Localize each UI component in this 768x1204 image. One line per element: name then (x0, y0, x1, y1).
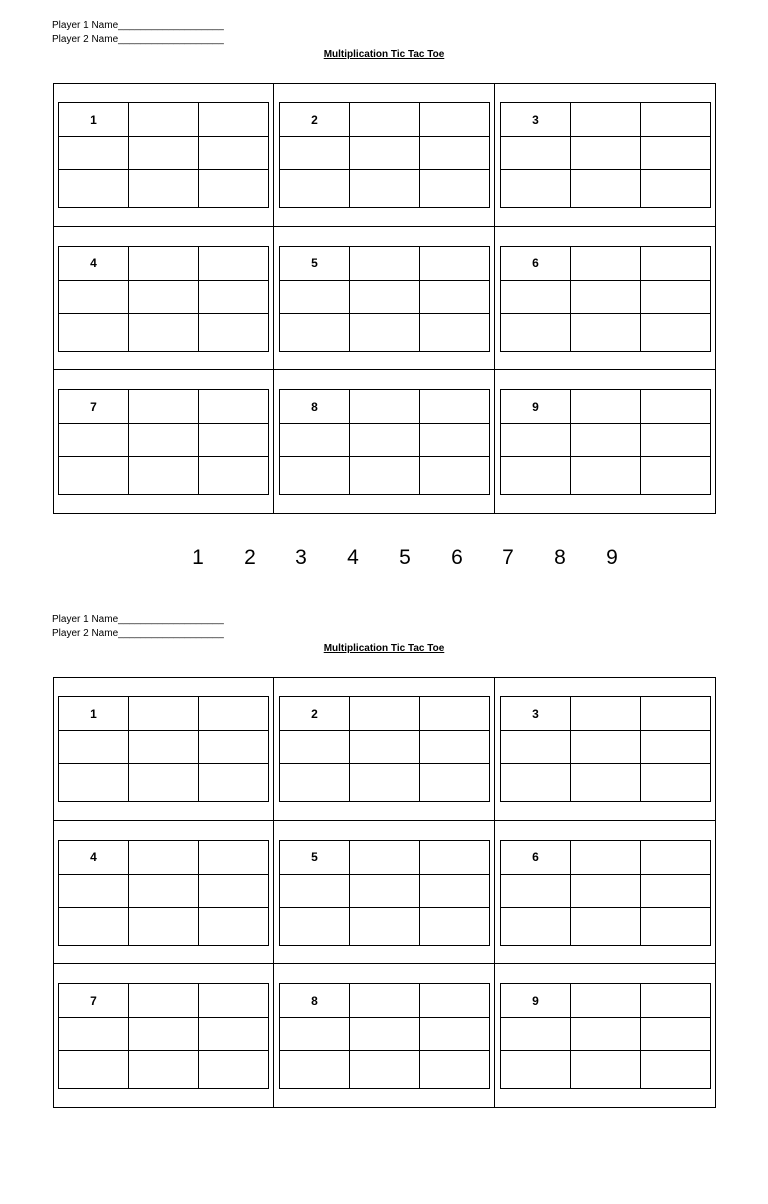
tic-tac-toe-board (279, 246, 490, 352)
tic-tac-toe-square[interactable] (571, 280, 641, 313)
tic-tac-toe-square[interactable] (350, 170, 420, 208)
tic-tac-toe-square[interactable] (280, 1051, 350, 1089)
tic-tac-toe-square[interactable] (641, 313, 711, 351)
tic-tac-toe-square[interactable] (641, 840, 711, 874)
tic-tac-toe-square[interactable] (199, 313, 269, 351)
board-number: 6 (501, 840, 571, 874)
tic-tac-toe-square[interactable] (350, 840, 420, 874)
tic-tac-toe-square[interactable] (641, 1018, 711, 1051)
tic-tac-toe-square[interactable] (571, 907, 641, 945)
tic-tac-toe-square[interactable] (571, 874, 641, 907)
tic-tac-toe-square[interactable] (129, 984, 199, 1018)
player-1-name-field[interactable]: Player 1 Name___________________ (52, 20, 224, 31)
tic-tac-toe-square[interactable] (280, 137, 350, 170)
tic-tac-toe-square[interactable] (420, 1051, 490, 1089)
tic-tac-toe-square[interactable] (501, 137, 571, 170)
tic-tac-toe-square[interactable] (571, 390, 641, 424)
board-number: 3 (501, 103, 571, 137)
tic-tac-toe-square[interactable] (420, 840, 490, 874)
tic-tac-toe-square[interactable] (641, 764, 711, 802)
tic-tac-toe-square[interactable] (350, 457, 420, 495)
tic-tac-toe-square[interactable] (280, 907, 350, 945)
player-2-name-field[interactable]: Player 2 Name___________________ (52, 34, 224, 45)
tic-tac-toe-square[interactable] (280, 280, 350, 313)
tic-tac-toe-square[interactable] (280, 1018, 350, 1051)
tic-tac-toe-square[interactable] (571, 424, 641, 457)
tic-tac-toe-square[interactable] (129, 764, 199, 802)
tic-tac-toe-square[interactable] (350, 764, 420, 802)
board-cell (53, 227, 274, 371)
tic-tac-toe-square[interactable] (129, 103, 199, 137)
board-cell (495, 370, 716, 514)
tic-tac-toe-square[interactable] (641, 874, 711, 907)
board-cell (495, 227, 716, 371)
board-cell (53, 83, 274, 227)
tic-tac-toe-square[interactable] (420, 1018, 490, 1051)
tic-tac-toe-square[interactable] (350, 907, 420, 945)
tic-tac-toe-square[interactable] (350, 424, 420, 457)
board-number: 5 (280, 840, 350, 874)
number-choice: 4 (347, 546, 359, 569)
tic-tac-toe-board (58, 102, 269, 208)
tic-tac-toe-board (58, 696, 269, 802)
tic-tac-toe-square[interactable] (129, 874, 199, 907)
tic-tac-toe-square[interactable] (571, 170, 641, 208)
tic-tac-toe-board (279, 102, 490, 208)
boards-grid (53, 677, 716, 1108)
tic-tac-toe-square[interactable] (420, 984, 490, 1018)
tic-tac-toe-square[interactable] (501, 170, 571, 208)
tic-tac-toe-square[interactable] (350, 697, 420, 731)
tic-tac-toe-square[interactable] (129, 424, 199, 457)
tic-tac-toe-square[interactable] (59, 280, 129, 313)
board-cell (53, 677, 274, 821)
tic-tac-toe-board (58, 246, 269, 352)
tic-tac-toe-square[interactable] (501, 280, 571, 313)
player-1-name-field[interactable]: Player 1 Name___________________ (52, 614, 224, 625)
board-number: 2 (280, 697, 350, 731)
board-number: 8 (280, 984, 350, 1018)
board-cell (274, 227, 495, 371)
tic-tac-toe-square[interactable] (501, 874, 571, 907)
board-number: 9 (501, 390, 571, 424)
tic-tac-toe-square[interactable] (350, 731, 420, 764)
tic-tac-toe-square[interactable] (59, 424, 129, 457)
tic-tac-toe-square[interactable] (129, 457, 199, 495)
tic-tac-toe-square[interactable] (199, 1018, 269, 1051)
tic-tac-toe-square[interactable] (501, 457, 571, 495)
board-number: 4 (59, 840, 129, 874)
tic-tac-toe-square[interactable] (129, 697, 199, 731)
tic-tac-toe-square[interactable] (129, 840, 199, 874)
tic-tac-toe-square[interactable] (199, 103, 269, 137)
tic-tac-toe-square[interactable] (199, 984, 269, 1018)
tic-tac-toe-board (279, 840, 490, 946)
board-number: 7 (59, 984, 129, 1018)
tic-tac-toe-square[interactable] (59, 457, 129, 495)
tic-tac-toe-board (500, 696, 711, 802)
tic-tac-toe-square[interactable] (641, 390, 711, 424)
tic-tac-toe-square[interactable] (641, 424, 711, 457)
tic-tac-toe-square[interactable] (350, 874, 420, 907)
tic-tac-toe-square[interactable] (571, 137, 641, 170)
board-number: 2 (280, 103, 350, 137)
tic-tac-toe-square[interactable] (420, 764, 490, 802)
tic-tac-toe-square[interactable] (280, 424, 350, 457)
tic-tac-toe-square[interactable] (59, 1051, 129, 1089)
board-cell (495, 677, 716, 821)
tic-tac-toe-board (58, 840, 269, 946)
board-cell (274, 821, 495, 965)
board-cell (274, 370, 495, 514)
board-cell (53, 821, 274, 965)
tic-tac-toe-square[interactable] (280, 874, 350, 907)
tic-tac-toe-square[interactable] (641, 137, 711, 170)
tic-tac-toe-square[interactable] (350, 280, 420, 313)
tic-tac-toe-square[interactable] (199, 907, 269, 945)
board-cell (274, 677, 495, 821)
worksheet-title: Multiplication Tic Tac Toe (323, 49, 445, 60)
tic-tac-toe-square[interactable] (280, 764, 350, 802)
tic-tac-toe-square[interactable] (59, 313, 129, 351)
tic-tac-toe-square[interactable] (501, 313, 571, 351)
tic-tac-toe-square[interactable] (641, 457, 711, 495)
tic-tac-toe-board (279, 696, 490, 802)
tic-tac-toe-square[interactable] (501, 424, 571, 457)
tic-tac-toe-square[interactable] (129, 907, 199, 945)
tic-tac-toe-square[interactable] (641, 731, 711, 764)
tic-tac-toe-board (500, 246, 711, 352)
board-cell (274, 964, 495, 1108)
tic-tac-toe-board (279, 983, 490, 1089)
tic-tac-toe-square[interactable] (199, 697, 269, 731)
number-choice: 6 (451, 546, 463, 569)
tic-tac-toe-square[interactable] (571, 731, 641, 764)
board-number: 4 (59, 246, 129, 280)
tic-tac-toe-board (500, 389, 711, 495)
tic-tac-toe-square[interactable] (501, 1018, 571, 1051)
tic-tac-toe-square[interactable] (501, 764, 571, 802)
tic-tac-toe-square[interactable] (59, 764, 129, 802)
board-number: 8 (280, 390, 350, 424)
board-cell (495, 964, 716, 1108)
tic-tac-toe-square[interactable] (129, 280, 199, 313)
tic-tac-toe-square[interactable] (571, 457, 641, 495)
tic-tac-toe-board (500, 983, 711, 1089)
tic-tac-toe-square[interactable] (420, 390, 490, 424)
tic-tac-toe-board (500, 840, 711, 946)
tic-tac-toe-square[interactable] (280, 731, 350, 764)
worksheet-section (0, 10, 768, 610)
tic-tac-toe-square[interactable] (571, 103, 641, 137)
tic-tac-toe-square[interactable] (641, 984, 711, 1018)
tic-tac-toe-square[interactable] (129, 1018, 199, 1051)
tic-tac-toe-square[interactable] (350, 313, 420, 351)
tic-tac-toe-square[interactable] (199, 246, 269, 280)
board-number: 3 (501, 697, 571, 731)
tic-tac-toe-square[interactable] (420, 424, 490, 457)
tic-tac-toe-square[interactable] (129, 170, 199, 208)
board-cell (274, 83, 495, 227)
tic-tac-toe-square[interactable] (350, 246, 420, 280)
tic-tac-toe-square[interactable] (350, 390, 420, 424)
tic-tac-toe-square[interactable] (280, 313, 350, 351)
tic-tac-toe-square[interactable] (420, 731, 490, 764)
tic-tac-toe-square[interactable] (501, 907, 571, 945)
player-2-name-field[interactable]: Player 2 Name___________________ (52, 628, 224, 639)
tic-tac-toe-square[interactable] (420, 103, 490, 137)
tic-tac-toe-square[interactable] (571, 764, 641, 802)
board-number: 7 (59, 390, 129, 424)
tic-tac-toe-square[interactable] (350, 1018, 420, 1051)
tic-tac-toe-square[interactable] (420, 170, 490, 208)
tic-tac-toe-square[interactable] (129, 731, 199, 764)
tic-tac-toe-square[interactable] (199, 137, 269, 170)
tic-tac-toe-square[interactable] (199, 170, 269, 208)
tic-tac-toe-square[interactable] (199, 840, 269, 874)
tic-tac-toe-square[interactable] (59, 137, 129, 170)
number-choice: 7 (502, 546, 514, 569)
tic-tac-toe-square[interactable] (199, 1051, 269, 1089)
tic-tac-toe-square[interactable] (59, 731, 129, 764)
tic-tac-toe-square[interactable] (571, 313, 641, 351)
board-number: 5 (280, 246, 350, 280)
tic-tac-toe-square[interactable] (350, 137, 420, 170)
tic-tac-toe-square[interactable] (420, 280, 490, 313)
tic-tac-toe-square[interactable] (59, 170, 129, 208)
worksheet-section (0, 604, 768, 1204)
tic-tac-toe-square[interactable] (571, 1018, 641, 1051)
tic-tac-toe-square[interactable] (420, 457, 490, 495)
tic-tac-toe-square[interactable] (199, 764, 269, 802)
board-number: 9 (501, 984, 571, 1018)
tic-tac-toe-square[interactable] (420, 907, 490, 945)
tic-tac-toe-square[interactable] (129, 1051, 199, 1089)
tic-tac-toe-square[interactable] (641, 280, 711, 313)
tic-tac-toe-square[interactable] (571, 840, 641, 874)
tic-tac-toe-square[interactable] (420, 137, 490, 170)
number-choice: 9 (606, 546, 618, 569)
tic-tac-toe-square[interactable] (501, 1051, 571, 1089)
tic-tac-toe-square[interactable] (571, 1051, 641, 1089)
tic-tac-toe-square[interactable] (59, 874, 129, 907)
tic-tac-toe-square[interactable] (571, 697, 641, 731)
number-choice: 3 (295, 546, 307, 569)
number-choice: 8 (554, 546, 566, 569)
tic-tac-toe-square[interactable] (571, 984, 641, 1018)
tic-tac-toe-square[interactable] (59, 1018, 129, 1051)
tic-tac-toe-square[interactable] (199, 874, 269, 907)
board-number: 6 (501, 246, 571, 280)
tic-tac-toe-square[interactable] (420, 246, 490, 280)
tic-tac-toe-board (500, 102, 711, 208)
tic-tac-toe-square[interactable] (571, 246, 641, 280)
tic-tac-toe-square[interactable] (199, 731, 269, 764)
tic-tac-toe-square[interactable] (280, 170, 350, 208)
tic-tac-toe-square[interactable] (129, 313, 199, 351)
number-choice: 1 (192, 546, 204, 569)
tic-tac-toe-square[interactable] (129, 137, 199, 170)
number-choice: 5 (399, 546, 411, 569)
tic-tac-toe-square[interactable] (59, 907, 129, 945)
tic-tac-toe-square[interactable] (420, 697, 490, 731)
tic-tac-toe-square[interactable] (350, 103, 420, 137)
tic-tac-toe-square[interactable] (641, 103, 711, 137)
tic-tac-toe-square[interactable] (129, 246, 199, 280)
tic-tac-toe-board (58, 389, 269, 495)
worksheet-title: Multiplication Tic Tac Toe (323, 643, 445, 654)
tic-tac-toe-square[interactable] (199, 457, 269, 495)
tic-tac-toe-square[interactable] (641, 1051, 711, 1089)
tic-tac-toe-board (58, 983, 269, 1089)
board-cell (53, 370, 274, 514)
tic-tac-toe-square[interactable] (199, 424, 269, 457)
tic-tac-toe-square[interactable] (641, 697, 711, 731)
tic-tac-toe-square[interactable] (129, 390, 199, 424)
boards-grid (53, 83, 716, 514)
board-number: 1 (59, 103, 129, 137)
tic-tac-toe-square[interactable] (350, 1051, 420, 1089)
tic-tac-toe-board (279, 389, 490, 495)
tic-tac-toe-square[interactable] (641, 170, 711, 208)
number-choice: 2 (244, 546, 256, 569)
tic-tac-toe-square[interactable] (199, 390, 269, 424)
number-row (0, 546, 768, 576)
tic-tac-toe-square[interactable] (501, 731, 571, 764)
board-cell (495, 821, 716, 965)
tic-tac-toe-square[interactable] (641, 246, 711, 280)
tic-tac-toe-square[interactable] (420, 874, 490, 907)
board-cell (53, 964, 274, 1108)
tic-tac-toe-square[interactable] (280, 457, 350, 495)
board-number: 1 (59, 697, 129, 731)
tic-tac-toe-square[interactable] (420, 313, 490, 351)
tic-tac-toe-square[interactable] (199, 280, 269, 313)
board-cell (495, 83, 716, 227)
tic-tac-toe-square[interactable] (350, 984, 420, 1018)
tic-tac-toe-square[interactable] (641, 907, 711, 945)
